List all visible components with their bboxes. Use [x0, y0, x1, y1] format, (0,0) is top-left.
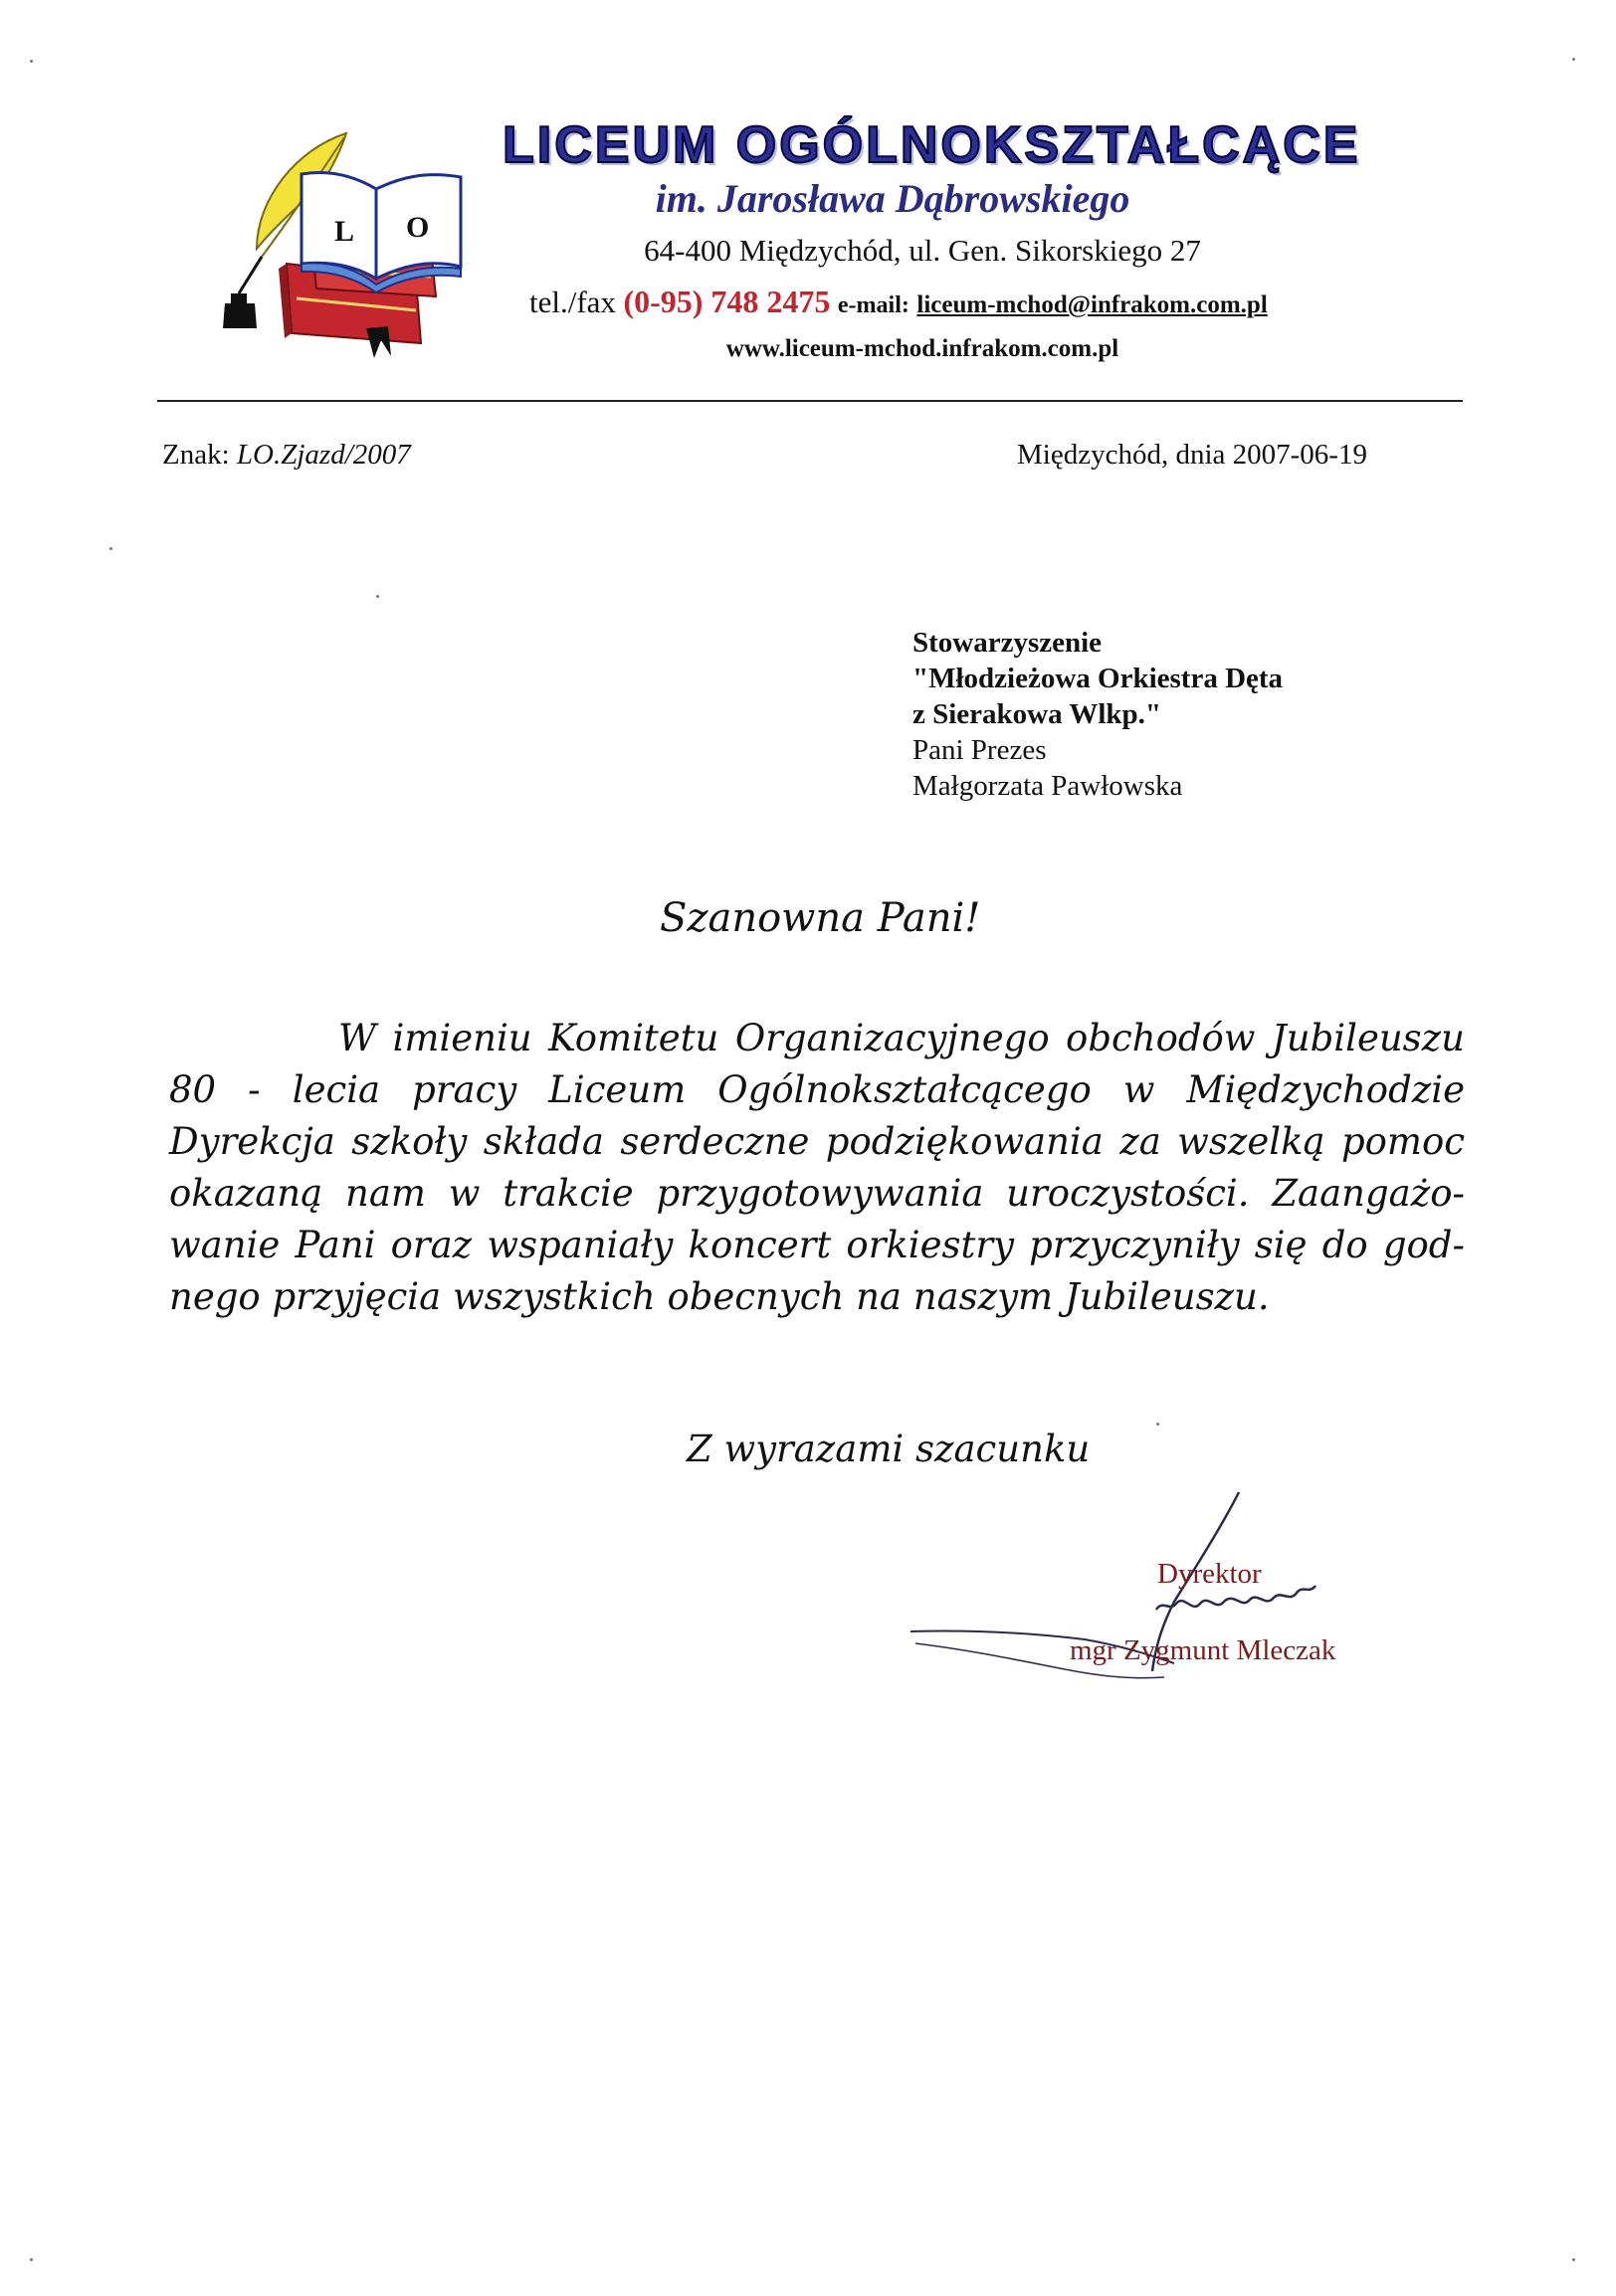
email-link[interactable]: liceum-mchod@infrakom.com.pl: [916, 291, 1268, 318]
phone-number: (0-95) 748 2475: [623, 284, 831, 319]
scan-speck: [376, 595, 379, 598]
school-name: LICEUM OGÓLNOKSZTAŁCĄCE: [503, 116, 1361, 174]
addressee-line: Małgorzata Pawłowska: [912, 770, 1183, 802]
logo-letter-o: O: [406, 211, 430, 244]
scan-speck: [1572, 58, 1575, 61]
header-divider: [157, 400, 1463, 402]
scan-speck: [30, 2258, 33, 2261]
logo-letter-l: L: [334, 215, 355, 248]
reference-label: Znak:: [162, 439, 230, 471]
addressee-line: Stowarzyszenie: [912, 627, 1103, 659]
body-line: 80 - lecia pracy Liceum Ogólnokształcącego w Międzychodzie: [169, 1068, 1465, 1111]
scan-speck: [30, 60, 33, 63]
contact-line: [529, 286, 1268, 318]
addressee-line: Pani Prezes: [912, 734, 1047, 766]
addressee-block: [912, 625, 1283, 804]
body-line: Dyrekcja szkoły składa serdeczne podziękowania za wszelką pomoc: [169, 1120, 1465, 1163]
scan-speck: [1156, 1423, 1159, 1426]
email-label: e-mail:: [837, 292, 909, 318]
body-line: wanie Pani oraz wspaniały koncert orkiestry przyczyniły się do god-: [169, 1224, 1465, 1266]
signatory-title: Dyrektor: [1157, 1558, 1262, 1590]
scan-speck: [109, 547, 112, 550]
reference-value: LO.Zjazd/2007: [236, 439, 411, 471]
school-address: 64-400 Międzychód, ul. Gen. Sikorskiego 27: [644, 233, 1201, 268]
reference-number: [162, 441, 411, 470]
addressee-line: "Młodzieżowa Orkiestra Dęta: [912, 663, 1284, 694]
salutation: Szanowna Pani!: [660, 895, 981, 941]
handwritten-signature: [896, 1482, 1413, 1701]
body-line: okazaną nam w trakcie przygotowywania uroczystości. Zaangażo-: [169, 1172, 1465, 1215]
signatory-name: mgr Zygmunt Mleczak: [1070, 1634, 1336, 1666]
scan-speck: [1572, 2258, 1575, 2261]
letter-body: [169, 1013, 1465, 1323]
school-patron: im. Jarosława Dąbrowskiego: [655, 176, 1130, 221]
website-link[interactable]: www.liceum-mchod.infrakom.com.pl: [725, 335, 1119, 362]
addressee-line: z Sierakowa Wlkp.": [912, 698, 1162, 730]
phone-label: tel./fax: [529, 285, 616, 319]
place-and-date: Międzychód, dnia 2007-06-19: [1017, 439, 1367, 471]
body-line: nego przyjęcia wszystkich obecnych na naszym Jubileuszu.: [169, 1275, 1270, 1318]
body-line: W imieniu Komitetu Organizacyjnego obchodów Jubileuszu: [338, 1017, 1465, 1059]
closing-phrase: Z wyrazami szacunku: [687, 1428, 1091, 1470]
